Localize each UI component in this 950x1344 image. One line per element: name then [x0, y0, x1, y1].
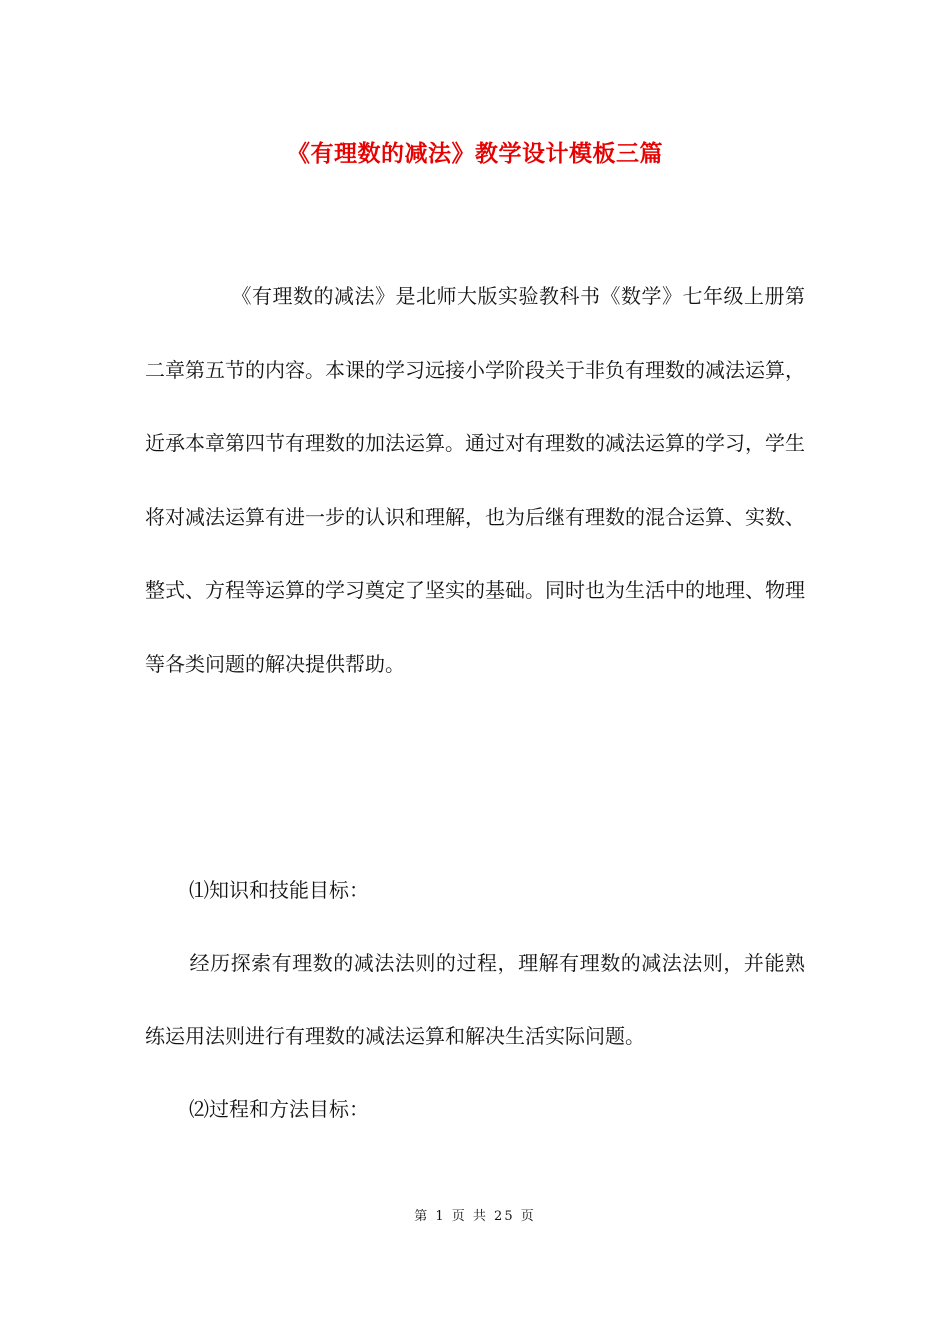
knowledge-skills-paragraph — [145, 927, 805, 1073]
intro-paragraph — [145, 260, 805, 701]
intro-paragraph-text: 《有理数的减法》是北师大版实验教科书《数学》七年级上册第二章第五节的内容。本课的学习远接小学阶段关于非负有理数的减法运算，近承本章第四节有理数的加法运算。通过对有理数的减法运算的学习，学生将对减法运算有进一步的认识和理解，也为后继有理数的混合运算、实数、整式、方程等运算的学习奠定了坚实的基础。同时也为生活中的地理、物理等各类问题的解决提供帮助。 — [145, 284, 805, 676]
section-heading-process-methods: ⑵过程和方法目标： — [189, 1097, 369, 1121]
document-title: 《有理数的减法》教学设计模板三篇 — [287, 140, 663, 167]
knowledge-skills-paragraph-text: 经历探索有理数的减法法则的过程，理解有理数的减法法则，并能熟练运用法则进行有理数的减法运算和解决生活实际问题。 — [145, 951, 805, 1048]
section-heading-knowledge-skills: ⑴知识和技能目标： — [189, 878, 369, 902]
page-number-footer: 第 1 页 共 25 页 — [414, 1209, 536, 1224]
